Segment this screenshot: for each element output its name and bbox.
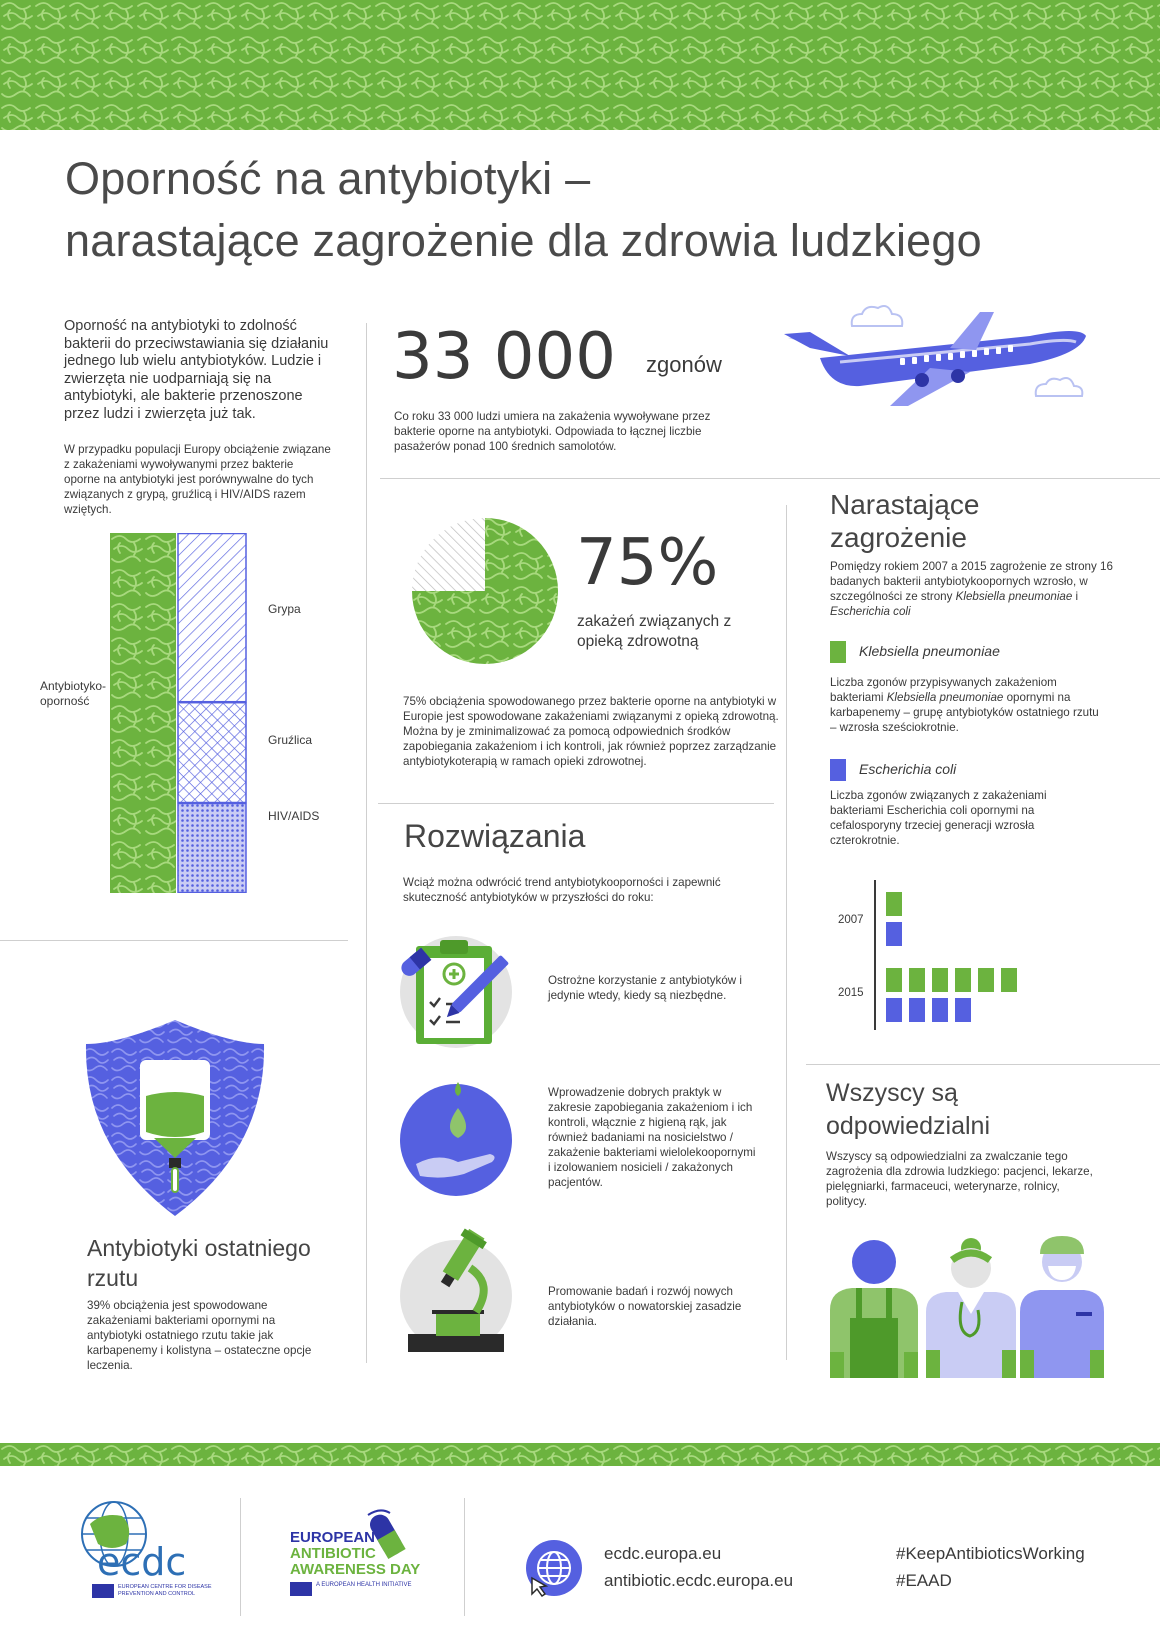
divider-horizontal-middle [378, 803, 774, 804]
growing-title-line2: zagrożenie [830, 522, 967, 553]
ecdc-logo-subtitle: EUROPEAN CENTRE FOR DISEASE PREVENTION AND CONTROL [118, 1584, 212, 1597]
everyone-title-line1: Wszyscy są [826, 1079, 958, 1107]
burden-bar-resistance [110, 533, 176, 893]
growth-mark-2015-0-2 [932, 968, 948, 992]
klebsiella-text-b: opornymi na karbapenemy – grupę antybiotyków ostatniego rzutu – wzrosła sześciokrotnie. [830, 691, 1099, 734]
everyone-text: Wszyscy są odpowiedzialni za zwalczanie tego zagrożenia dla zdrowia ludzkiego: pacjenci, lekarze, pielęgniarki, farmaceuci, weterynarze, rolnicy, politycy. [826, 1150, 1093, 1208]
airplane-illustration [780, 296, 1100, 416]
burden-label-grypa: Grypa [268, 602, 301, 616]
growing-intro-species1: Klebsiella pneumoniae [955, 590, 1073, 603]
iv-drip-icon [172, 1168, 178, 1192]
growth-mark-2015-0-3 [955, 968, 971, 992]
divider-vertical-left [366, 323, 367, 1363]
burden-label-gruzlica: Gruźlica [268, 733, 313, 747]
bottom-pattern-banner [0, 1443, 1160, 1466]
eaad-logo-line3: AWARENESS DAY [290, 1561, 421, 1578]
legend-swatch-klebsiella [830, 641, 846, 663]
last-resort-title-line2: rzutu [87, 1265, 139, 1291]
growing-title-line1: Narastające [830, 489, 980, 520]
growth-year-2015: 2015 [838, 987, 864, 999]
growth-mark-2015-1-0 [886, 998, 902, 1022]
growing-title [830, 488, 979, 554]
nurse-icon [926, 1238, 1016, 1378]
burden-left-label: Antybiotyko-oporność [40, 679, 107, 708]
growth-mark-2015-0-5 [1001, 968, 1017, 992]
growth-mark-2007-0-0 [886, 892, 902, 916]
doctor-icon [1020, 1236, 1104, 1378]
burden-segment-2 [178, 804, 246, 893]
growth-mark-2015-0-4 [978, 968, 994, 992]
divider-horizontal-right [806, 1064, 1160, 1065]
capsule-logo-icon [360, 1505, 412, 1565]
solution-item-3: Promowanie badań i rozwój nowych antybiotyków o nowatorskiej zasadzie działania. [548, 1285, 742, 1328]
handwash-illustration [398, 1078, 514, 1198]
solutions-intro: Wciąż można odwrócić trend antybiotykooporności i zapewnić skuteczność antybiotyków w przyszłości do roku: [403, 876, 721, 904]
airplane-icon [784, 312, 1086, 406]
legend-label-klebsiella: Klebsiella pneumoniae [859, 643, 1000, 659]
footer-links [604, 1540, 793, 1594]
healthcare-pie [410, 516, 560, 666]
burden-segment-0 [178, 534, 246, 702]
ecdc-logo-text: ecdc [97, 1540, 187, 1584]
footer-link-antibiotic[interactable]: antibiotic.ecdc.europa.eu [604, 1571, 794, 1590]
growing-intro-a: Pomiędzy rokiem 2007 a 2015 zagrożenie ze strony 16 badanych bakterii antybiotykoopornych wzrosło, w szczególności ze strony [830, 560, 1113, 603]
growing-intro [830, 559, 1120, 619]
eaad-logo-subtitle: A EUROPEAN HEALTH INITIATIVE [316, 1582, 412, 1588]
growth-mark-2015-1-2 [932, 998, 948, 1022]
legend-label-ecoli: Escherichia coli [859, 761, 957, 777]
eaad-logo-line2: ANTIBIOTIC [290, 1545, 376, 1562]
shield-illustration [82, 1018, 268, 1218]
divider-vertical-right [786, 505, 787, 1360]
healthcare-caption: zakażeń związanych z opieką zdrowotną [577, 613, 732, 650]
everyone-title-line2: odpowiedzialni [826, 1112, 991, 1140]
ecoli-text: Liczba zgonów związanych z zakażeniami bakteriami Escherichia coli opornymi na cefalosporyny trzeciej generacji wzrosła czterokrotnie. [830, 789, 1047, 847]
growth-mark-2015-1-3 [955, 998, 971, 1022]
everyone-title [826, 1077, 990, 1143]
klebsiella-text-species: Klebsiella pneumoniae [886, 691, 1004, 704]
farmer-icon [830, 1240, 918, 1378]
growing-intro-species2: Escherichia coli [830, 605, 911, 618]
legend-swatch-ecoli [830, 759, 846, 781]
solutions-title: Rozwiązania [404, 818, 586, 854]
klebsiella-text [830, 675, 1100, 735]
intro-lead: Oporność na antybiotyki to zdolność bakterii do przeciwstawiania się działaniu jednego lub wielu antybiotyków. Ludzie i zwierzęta nie uodparniają się na antybiotyki, ale bakterie przenoszone przez ludzi i zwierzęta już tak. [64, 318, 329, 422]
intro-body: W przypadku populacji Europy obciążenie związane z zakażeniami wywoływanymi przez bakterie oporne na antybiotyki jest porównywalne do tych związanych z grypą, gruźlicą i HIV/AIDS razem wziętych. [64, 443, 331, 516]
healthcare-percent: 75% [576, 526, 719, 600]
growth-mark-2015-1-1 [909, 998, 925, 1022]
globe-link-icon[interactable] [524, 1538, 584, 1598]
solution-item-2: Wprowadzenie dobrych praktyk w zakresie zapobiegania zakażeniom i ich kontroli, włącznie z higieną rąk, jak również badaniami na nosicielstwo / zakażenie bakteriami wielolekoopornymi i izolowaniem nosicieli / zakażonych pacjentów. [548, 1086, 756, 1189]
last-resort-text: 39% obciążenia jest spowodowane zakażeniami bakteriami opornymi na antybiotyki ostatniego rzutu takie jak karbapenemy i kolistyna – ostateczne opcje leczenia. [87, 1299, 312, 1372]
divider-horizontal-top [380, 478, 1160, 479]
growth-year-2007: 2007 [838, 914, 864, 926]
eu-flag-icon [290, 1582, 312, 1596]
people-illustration [826, 1232, 1116, 1378]
divider-horizontal-left [0, 940, 348, 941]
growth-mark-2015-0-0 [886, 968, 902, 992]
deaths-text: Co roku 33 000 ludzi umiera na zakażenia wywoływane przez bakterie oporne na antybiotyki. Odpowiada to łącznej liczbie pasażerów ponad 100 średnich samolotów. [394, 410, 711, 453]
deaths-number: 33 000 [392, 320, 616, 394]
burden-segment-1 [178, 703, 246, 803]
solution-item-1: Ostrożne korzystanie z antybiotyków i jedynie wtedy, kiedy są niezbędne. [548, 974, 742, 1002]
top-pattern-banner [0, 0, 1160, 130]
footer-divider-2 [464, 1498, 465, 1616]
growth-mark-2015-0-1 [909, 968, 925, 992]
growth-chart [820, 880, 1080, 1030]
hashtag-keep-antibiotics[interactable]: #KeepAntibioticsWorking [896, 1544, 1085, 1563]
footer-divider-1 [240, 1498, 241, 1616]
last-resort-title [87, 1233, 311, 1293]
hashtag-eaad[interactable]: #EAAD [896, 1571, 952, 1590]
burden-chart [110, 533, 248, 893]
page-title [65, 148, 982, 272]
growing-intro-b: i [1072, 590, 1079, 603]
healthcare-text: 75% obciążenia spowodowanego przez bakterie oporne na antybiotyki w Europie jest spowodowane zakażeniami związanymi z opieką zdrowotną. Można by je zminimalizować za pomocą odpowiednich środków zapobiegania zakażeniom i ich kontroli, jak również poprzez zarządzanie antybiotykoterapią w ramach opieki zdrowotnej. [403, 695, 779, 768]
footer-link-ecdc[interactable]: ecdc.europa.eu [604, 1544, 722, 1563]
microscope-illustration [398, 1228, 514, 1356]
microscope-icon [436, 1312, 480, 1336]
clipboard-illustration [398, 928, 514, 1048]
footer-hashtags [896, 1540, 1085, 1594]
klebsiella-text-a: Liczba zgonów przypisywanych zakażeniom bakteriami [830, 676, 1057, 704]
burden-label-hiv: HIV/AIDS [268, 809, 320, 823]
growth-mark-2007-1-0 [886, 922, 902, 946]
title-line-1: Oporność na antybiotyki – [65, 153, 591, 204]
deaths-unit: zgonów [646, 352, 722, 377]
eaad-logo-line1: EUROPEAN [290, 1529, 376, 1546]
last-resort-title-line1: Antybiotyki ostatniego [87, 1235, 311, 1261]
title-line-2: narastające zagrożenie dla zdrowia ludzkiego [65, 215, 982, 266]
